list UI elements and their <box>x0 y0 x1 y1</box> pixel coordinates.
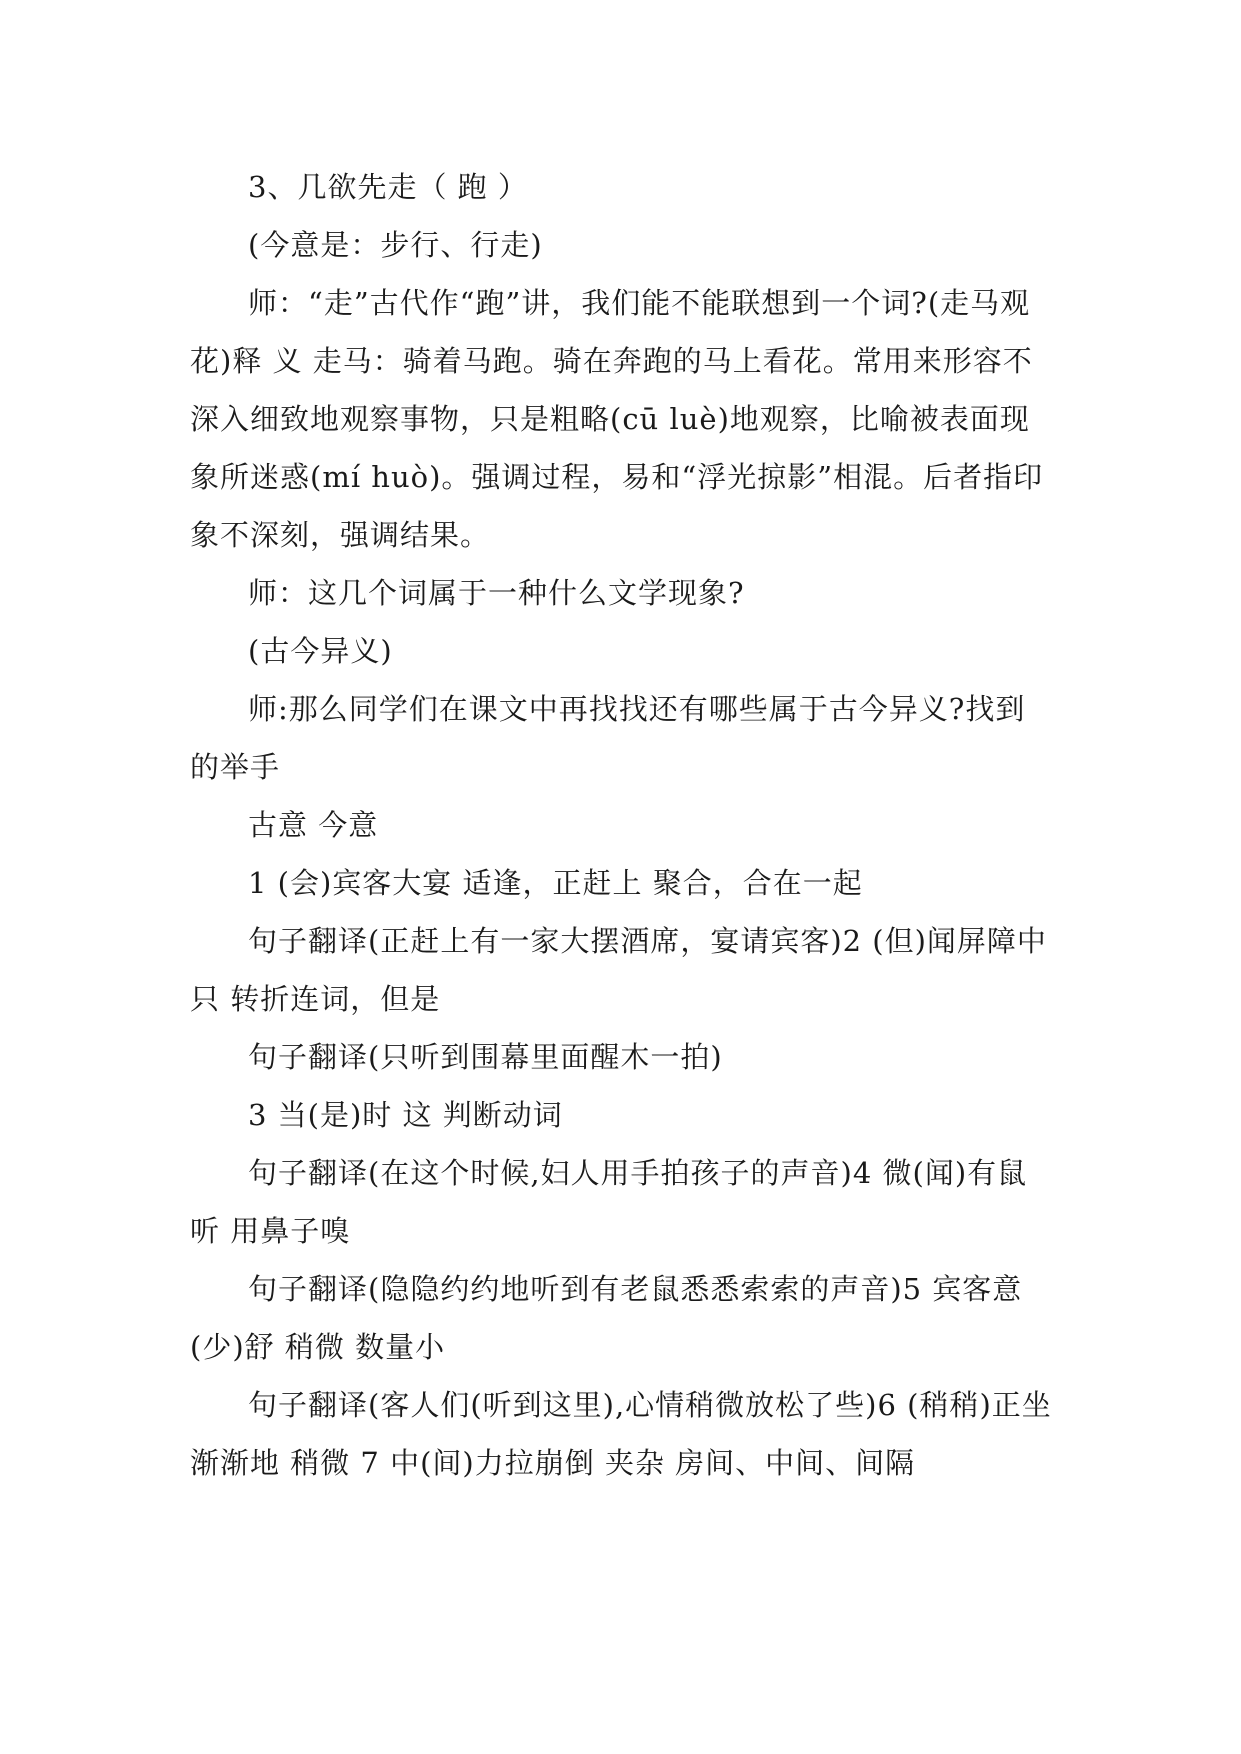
paragraph-4: 师：这几个词属于一种什么文学现象? <box>248 576 745 610</box>
paragraph-6: 师:那么同学们在课文中再找找还有哪些属于古今异义?找到的举手 <box>190 692 1026 784</box>
paragraph-13: 句子翻译(隐隐约约地听到有老鼠悉悉索索的声音)5 宾客意(少)舒 稍微 数量小 <box>190 1272 1023 1364</box>
paragraph-2: (今意是：步行、行走) <box>248 228 543 262</box>
document-body <box>190 158 1052 1492</box>
paragraph-5: (古今异义) <box>248 634 393 668</box>
paragraph-9: 句子翻译(正赶上有一家大摆酒席，宴请宾客)2 (但)闻屏障中 只 转折连词，但是 <box>190 924 1047 1016</box>
paragraph-14: 句子翻译(客人们(听到这里),心情稍微放松了些)6 (稍稍)正坐 渐渐地 稍微 7 中(间)力拉崩倒 夹杂 房间、中间、间隔 <box>190 1388 1052 1480</box>
paragraph-12: 句子翻译(在这个时候,妇人用手拍孩子的声音)4 微(闻)有鼠 听 用鼻子嗅 <box>190 1156 1028 1248</box>
paragraph-3: 师：“走”古代作“跑”讲，我们能不能联想到一个词?(走马观花)释 义 走马：骑着马跑。骑在奔跑的马上看花。常用来形容不深入细致地观察事物，只是粗略(cū luè)地观察，比喻被表面现象所迷惑(mí huò)。强调过程，易和“浮光掠影”相混。后者指印象不深刻，强调结果。 <box>190 286 1044 552</box>
paragraph-11: 3 当(是)时 这 判断动词 <box>248 1098 563 1132</box>
paragraph-10: 句子翻译(只听到围幕里面醒木一拍) <box>248 1040 723 1074</box>
paragraph-7: 古意 今意 <box>248 808 379 842</box>
paragraph-1: 3、几欲先走（ 跑 ） <box>248 170 528 204</box>
paragraph-8: 1 (会)宾客大宴 适逢，正赶上 聚合，合在一起 <box>248 866 863 900</box>
